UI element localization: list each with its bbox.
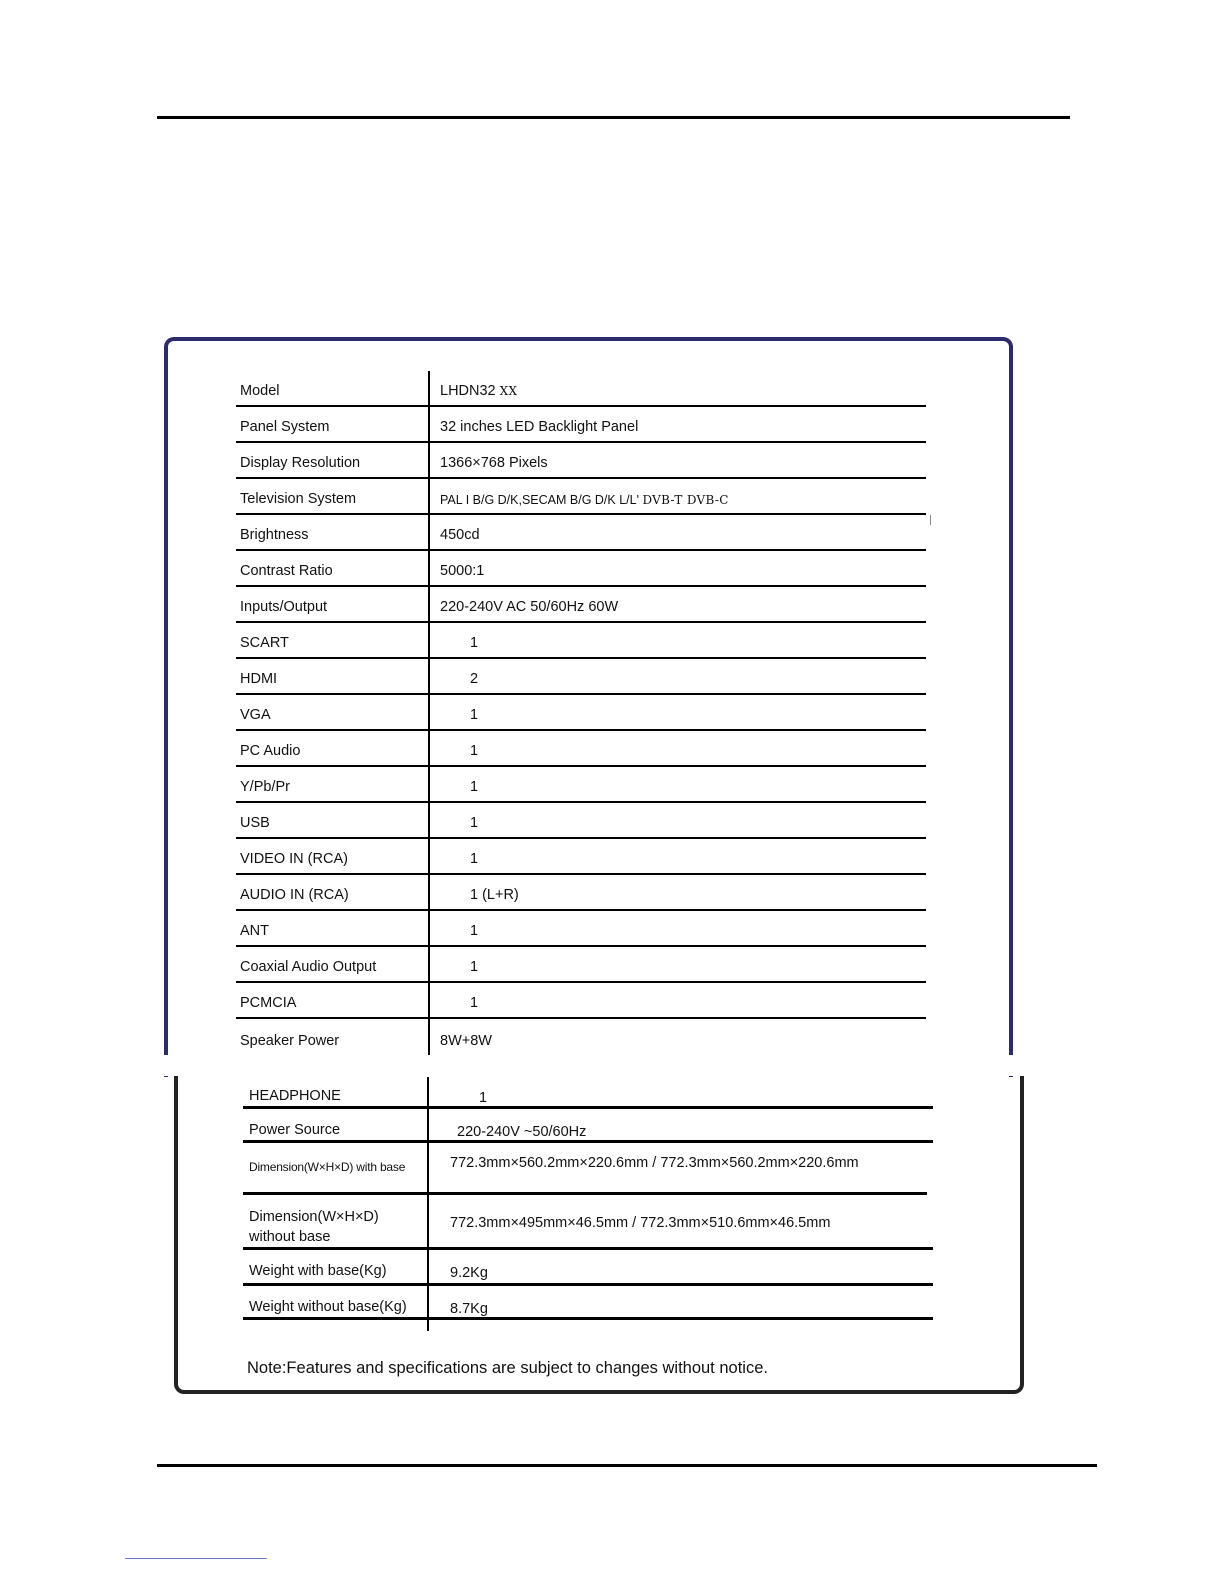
spec-table-main	[236, 371, 926, 1055]
spec-value: 1	[470, 995, 479, 1011]
spec-row-video-in	[236, 839, 926, 875]
spec-value: 8.7Kg	[450, 1301, 488, 1317]
spec-value: 1	[470, 743, 479, 759]
spec-label: Brightness	[240, 527, 309, 543]
spec-row-vga	[236, 695, 926, 731]
spec-value: 2	[470, 671, 479, 687]
disclaimer-note: Note:Features and specifications are subject to changes without notice.	[247, 1359, 768, 1377]
spec-value: 8W+8W	[440, 1033, 492, 1049]
spec-value: 1	[470, 959, 479, 975]
footer-rule	[157, 1464, 1097, 1467]
spec-label: Panel System	[240, 419, 330, 435]
spec-row-weight-without-base	[243, 1286, 933, 1320]
scan-mark	[930, 515, 931, 525]
spec-row-pcmcia	[236, 983, 926, 1019]
spec-row-panel-system	[236, 407, 926, 443]
spec-label: Speaker Power	[240, 1033, 340, 1049]
spec-value: 1 (L+R)	[470, 887, 519, 903]
spec-label: USB	[240, 815, 270, 831]
spec-value: 1	[470, 779, 479, 795]
spec-label: Y/Pb/Pr	[240, 779, 290, 795]
spec-value: 772.3mm×560.2mm×220.6mm / 772.3mm×560.2mm×220.6mm	[450, 1155, 859, 1171]
spec-row-audio-in	[236, 875, 926, 911]
spec-label: Display Resolution	[240, 455, 361, 471]
spec-row-brightness	[236, 515, 926, 551]
spec-row-pc-audio	[236, 731, 926, 767]
spec-row-weight-with-base	[243, 1250, 933, 1286]
spec-value: 220-240V AC 50/60Hz 60W	[440, 599, 619, 615]
spec-value: 1	[479, 1090, 488, 1106]
spec-value: 1	[470, 815, 479, 831]
spec-value: 1366×768 Pixels	[440, 455, 548, 471]
spec-row-usb	[236, 803, 926, 839]
spec-row-television-system	[236, 479, 926, 515]
spec-label: PCMCIA	[240, 995, 297, 1011]
spec-row-model	[236, 371, 926, 407]
spec-table-extra	[243, 1077, 933, 1320]
spec-label: Weight with base(Kg)	[249, 1263, 387, 1279]
spec-label: ANT	[240, 923, 269, 939]
spec-value: 32 inches LED Backlight Panel	[440, 419, 639, 435]
header-rule	[157, 116, 1070, 119]
spec-label: Television System	[240, 491, 357, 507]
footer-link-underline[interactable]	[125, 1558, 267, 1559]
spec-value: 1	[470, 707, 479, 723]
spec-label: PC Audio	[240, 743, 301, 759]
spec-value: 450cd	[440, 527, 480, 543]
spec-label: VIDEO IN (RCA)	[240, 851, 348, 867]
page-splice-gap	[150, 1055, 1050, 1076]
spec-row-dimension-without-base	[243, 1195, 933, 1250]
spec-value: 5000:1	[440, 563, 485, 579]
spec-row-headphone	[243, 1077, 933, 1109]
spec-value: 220-240V ~50/60Hz	[457, 1124, 587, 1140]
spec-row-scart	[236, 623, 926, 659]
spec-value: LHDN32 XX	[440, 383, 518, 399]
spec-row-power-source	[243, 1109, 933, 1143]
spec-label: VGA	[240, 707, 271, 723]
spec-value: 1	[470, 923, 479, 939]
spec-row-ant	[236, 911, 926, 947]
spec-label: Dimension(W×H×D) with base	[249, 1160, 406, 1174]
spec-row-inputs-output	[236, 587, 926, 623]
spec-row-coaxial-audio-output	[236, 947, 926, 983]
spec-label: HEADPHONE	[249, 1088, 341, 1104]
spec-row-dimension-with-base	[243, 1143, 927, 1195]
spec-value: 1	[470, 851, 479, 867]
spec-value: 9.2Kg	[450, 1265, 488, 1281]
spec-label: HDMI	[240, 671, 278, 687]
spec-label: AUDIO IN (RCA)	[240, 887, 349, 903]
spec-label: SCART	[240, 635, 289, 651]
spec-value: 772.3mm×495mm×46.5mm / 772.3mm×510.6mm×46.5mm	[450, 1215, 831, 1231]
spec-row-ypbpr	[236, 767, 926, 803]
spec-row-contrast-ratio	[236, 551, 926, 587]
spec-row-display-resolution	[236, 443, 926, 479]
spec-row-speaker-power	[236, 1019, 926, 1055]
spec-label: Contrast Ratio	[240, 563, 333, 579]
spec-label: Dimension(W×H×D) without base	[249, 1209, 379, 1245]
spec-value: 1	[470, 635, 479, 651]
spec-value: PAL I B/G D/K,SECAM B/G D/K L/L' DVB-T DVB-C	[440, 493, 729, 507]
spec-label: Weight without base(Kg)	[249, 1299, 407, 1315]
spec-label: Coaxial Audio Output	[240, 959, 377, 975]
spec-label: Power Source	[249, 1122, 341, 1138]
spec-label: Inputs/Output	[240, 599, 328, 615]
spec-label: Model	[240, 383, 280, 399]
spec-row-hdmi	[236, 659, 926, 695]
